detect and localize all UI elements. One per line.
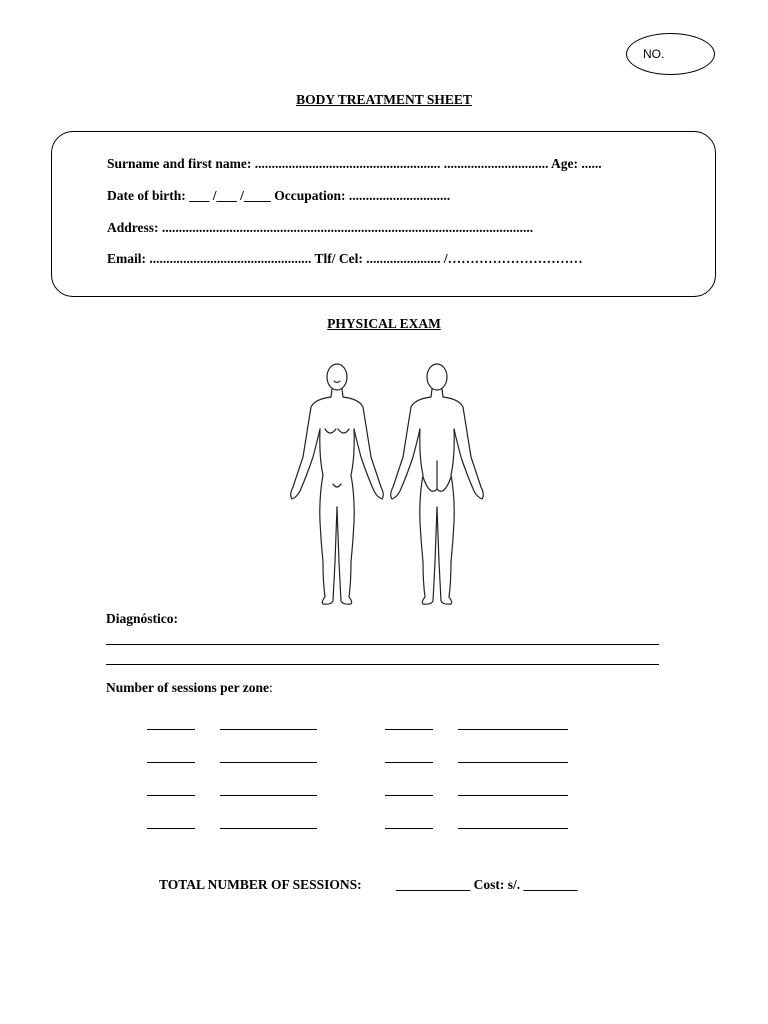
session-zone-blank[interactable]: [220, 762, 317, 763]
session-count-blank[interactable]: [385, 828, 433, 829]
address-field[interactable]: Address: ..............................................................................................................: [107, 220, 534, 235]
physical-exam-title: PHYSICAL EXAM: [327, 316, 441, 331]
total-sessions-label: TOTAL NUMBER OF SESSIONS:: [159, 877, 362, 892]
session-zone-blank[interactable]: [458, 828, 568, 829]
body-figure-icon: [285, 357, 490, 607]
birth-occupation-field[interactable]: Date of birth: ___ /___ /____ Occupation: ..............................: [107, 188, 451, 203]
diagnosis-label: Diagnóstico:: [106, 611, 178, 626]
email-phone-field[interactable]: Email: ................................................ Tlf/ Cel: ...................... /…………………………: [107, 251, 583, 266]
session-count-blank[interactable]: [147, 795, 195, 796]
session-count-blank[interactable]: [147, 762, 195, 763]
session-zone-blank[interactable]: [458, 762, 568, 763]
session-count-blank[interactable]: [385, 762, 433, 763]
number-oval: [626, 33, 715, 75]
total-cost-field[interactable]: ___________ Cost: s/. ________: [396, 877, 578, 892]
number-label: NO.: [643, 47, 665, 61]
session-zone-blank[interactable]: [458, 795, 568, 796]
sessions-label: Number of sessions per zone:: [106, 680, 273, 695]
session-zone-blank[interactable]: [220, 729, 317, 730]
session-zone-blank[interactable]: [220, 795, 317, 796]
session-count-blank[interactable]: [147, 828, 195, 829]
session-count-blank[interactable]: [385, 729, 433, 730]
diagnosis-line-2[interactable]: [106, 664, 659, 665]
sheet-title: BODY TREATMENT SHEET: [296, 92, 472, 107]
session-zone-blank[interactable]: [458, 729, 568, 730]
session-count-blank[interactable]: [385, 795, 433, 796]
session-count-blank[interactable]: [147, 729, 195, 730]
back-body-icon: [391, 364, 484, 604]
front-body-icon: [291, 364, 384, 604]
name-age-field[interactable]: Surname and first name: ....................................................... ............................... Age: ......: [107, 156, 602, 171]
patient-info-box: [51, 131, 716, 297]
session-zone-blank[interactable]: [220, 828, 317, 829]
diagnosis-line-1[interactable]: [106, 644, 659, 645]
